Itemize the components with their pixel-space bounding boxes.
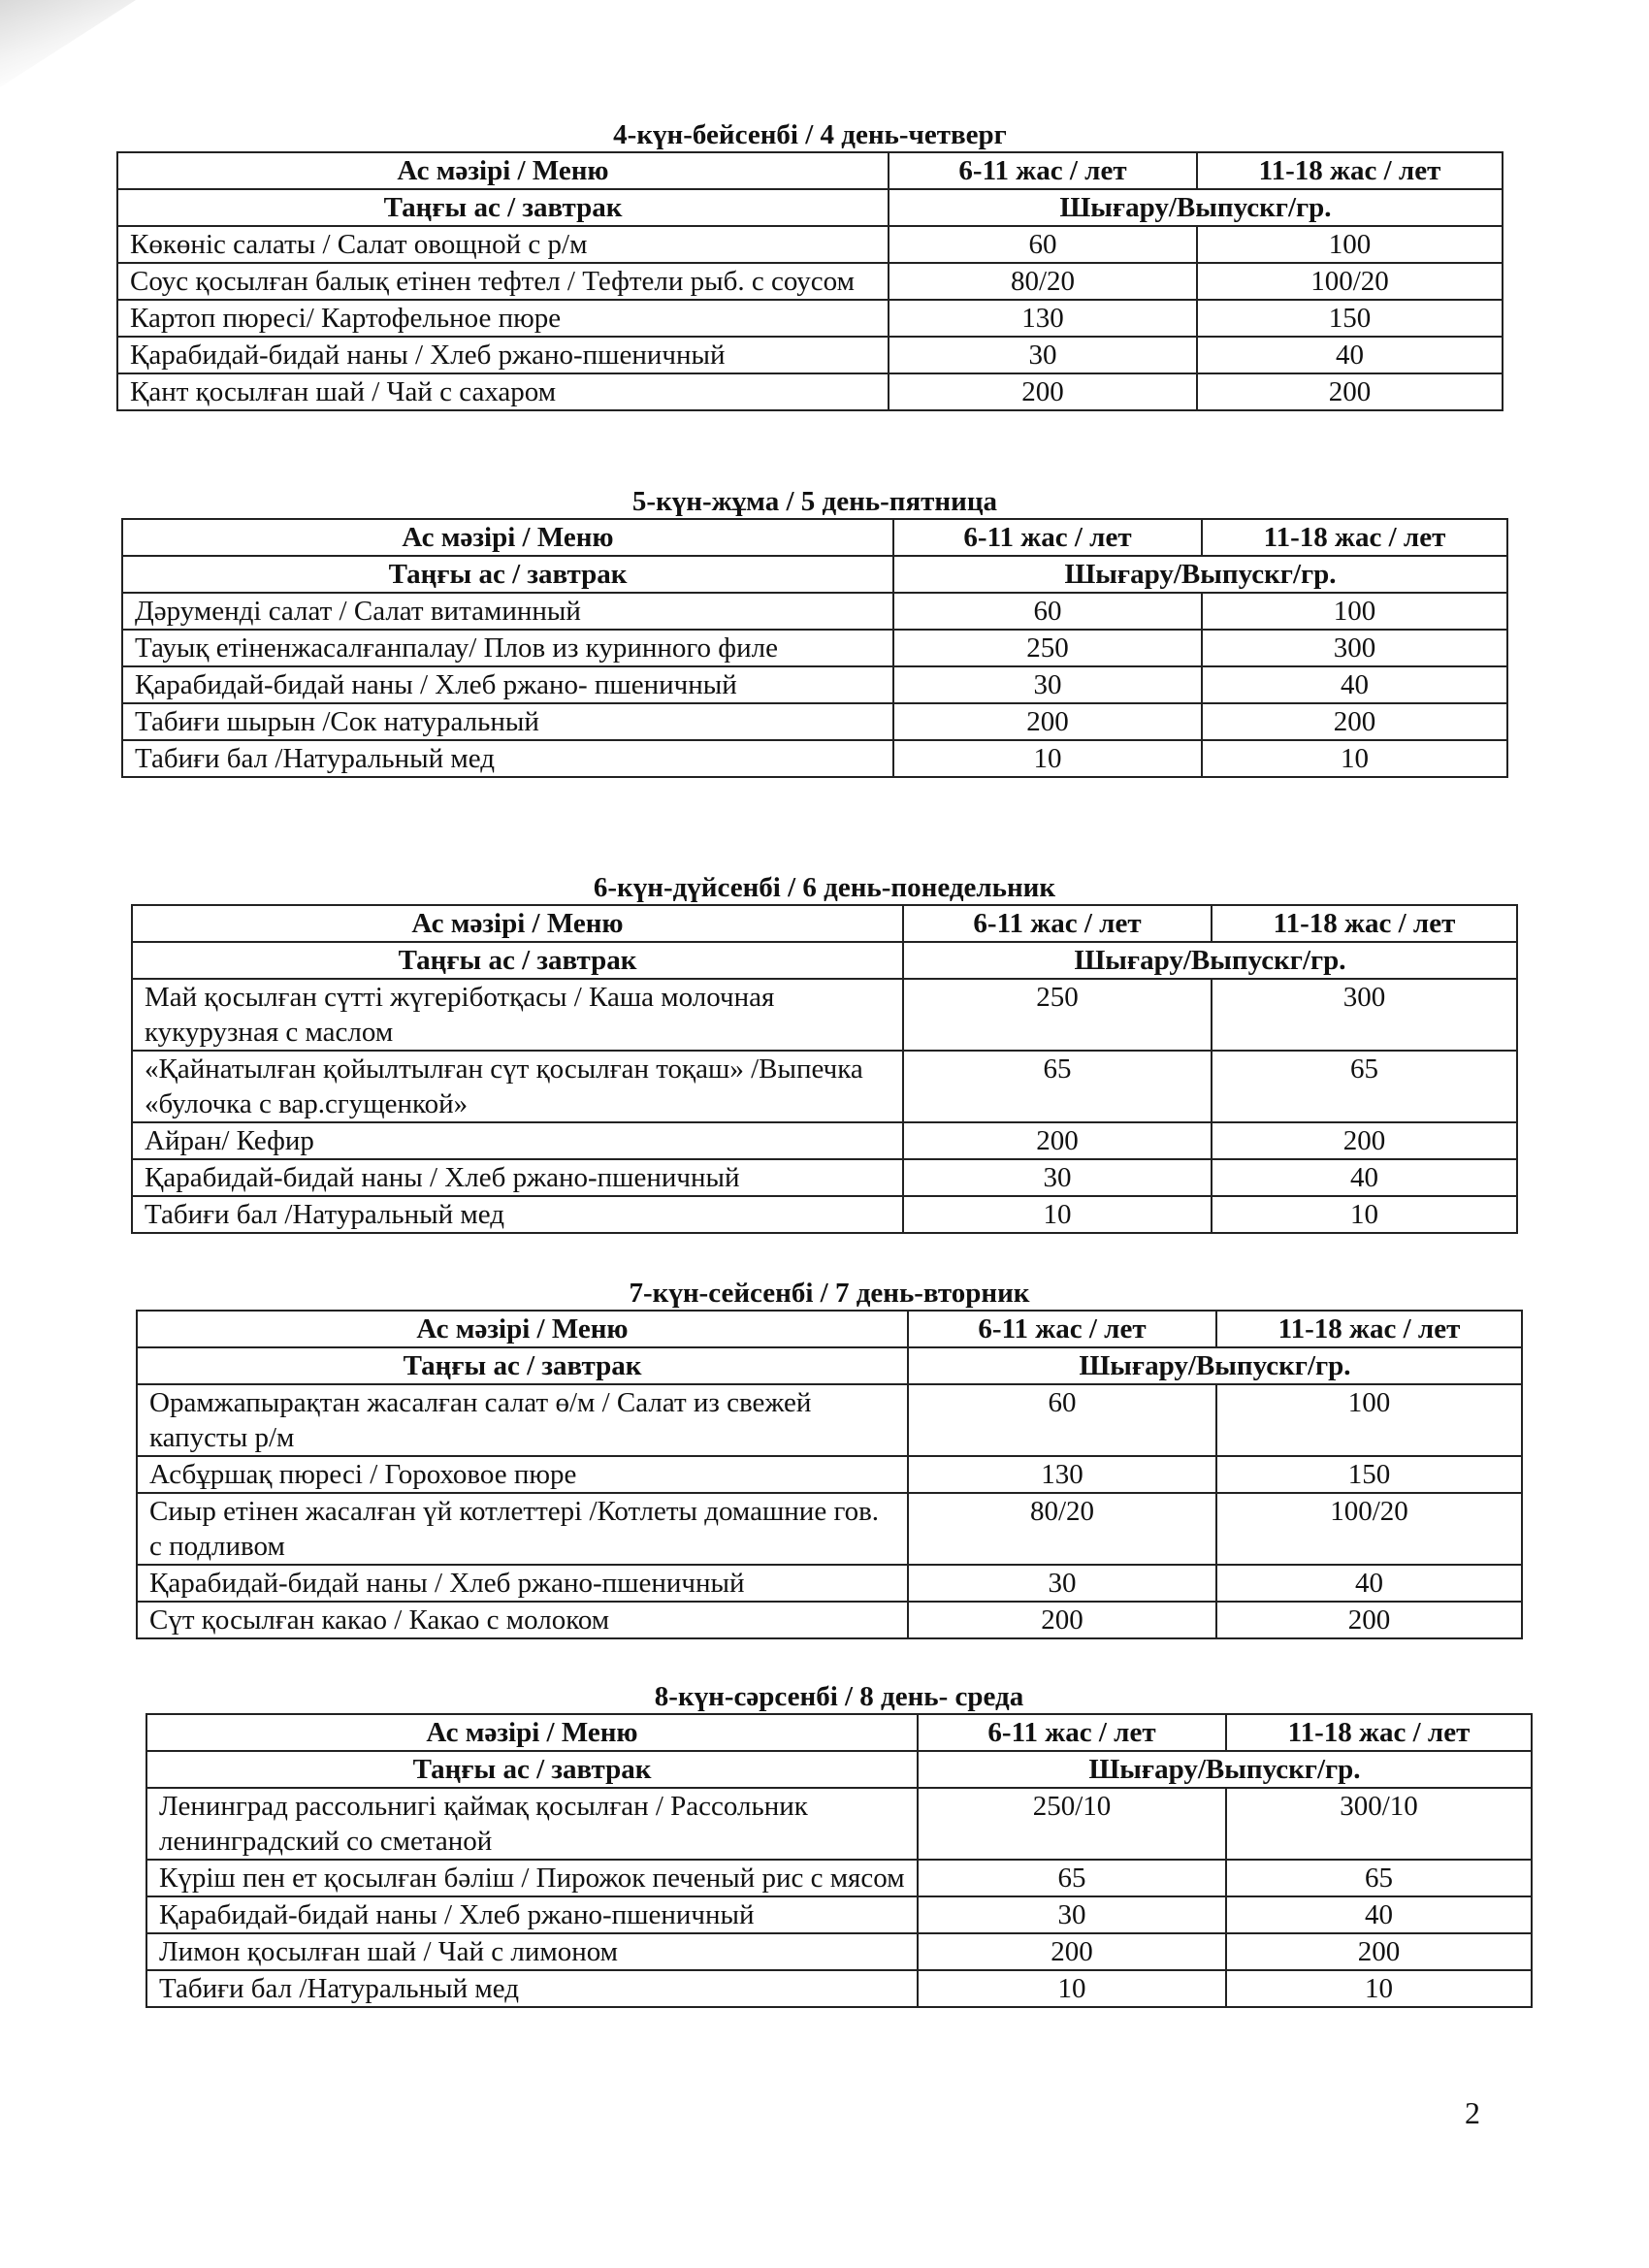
table-row <box>122 703 1507 740</box>
portion-11-18: 300/10 <box>1226 1788 1532 1860</box>
dish-name: Табиғи бал /Натуральный мед <box>132 1196 903 1233</box>
portion-11-18: 200 <box>1212 1122 1517 1159</box>
table-row <box>117 226 1503 263</box>
portion-6-11: 130 <box>908 1456 1216 1493</box>
portion-11-18: 40 <box>1197 337 1503 373</box>
table-header-row <box>132 905 1517 942</box>
portion-6-11: 80/20 <box>889 263 1197 300</box>
table-row <box>122 740 1507 777</box>
portion-6-11: 10 <box>903 1196 1212 1233</box>
dish-name: Қарабидай-бидай наны / Хлеб ржано-пшеничный <box>117 337 889 373</box>
table-row <box>137 1384 1522 1456</box>
day-title: 7-күн-сейсенбі / 7 день-вторник <box>629 1278 1030 1309</box>
table-subheader-row <box>117 189 1503 226</box>
portion-6-11: 65 <box>918 1860 1226 1896</box>
table-row <box>146 1788 1532 1860</box>
output-header: Шығару/Выпускг/гр. <box>918 1751 1532 1788</box>
day-section-7 <box>136 1277 1523 1639</box>
output-header: Шығару/Выпускг/гр. <box>893 556 1507 593</box>
portion-11-18: 150 <box>1197 300 1503 337</box>
dish-name: Соус қосылған балық етінен тефтел / Тефтели рыб. с соусом <box>117 263 889 300</box>
menu-table <box>116 151 1504 411</box>
table-row <box>137 1565 1522 1602</box>
portion-11-18: 200 <box>1197 373 1503 410</box>
portion-6-11: 250 <box>893 630 1202 666</box>
dish-name: Ленинград рассольнигі қаймақ қосылған / Рассольник ленинградский со сметаной <box>146 1788 918 1860</box>
dish-name: Табиғи бал /Натуральный мед <box>146 1970 918 2007</box>
portion-6-11: 80/20 <box>908 1493 1216 1565</box>
portion-11-18: 200 <box>1226 1933 1532 1970</box>
portion-11-18: 10 <box>1212 1196 1517 1233</box>
portion-11-18: 300 <box>1202 630 1507 666</box>
dish-name: Асбұршақ пюресі / Гороховое пюре <box>137 1456 908 1493</box>
dish-name: Лимон қосылған шай / Чай с лимоном <box>146 1933 918 1970</box>
portion-6-11: 130 <box>889 300 1197 337</box>
page-number: 2 <box>1465 2095 1480 2130</box>
portion-6-11: 10 <box>893 740 1202 777</box>
menu-column-header: Ас мәзірі / Меню <box>122 519 893 556</box>
dish-name: Күріш пен ет қосылған бәліш / Пирожок печеный рис с мясом <box>146 1860 918 1896</box>
portion-6-11: 10 <box>918 1970 1226 2007</box>
table-row <box>137 1602 1522 1638</box>
age-11-18-header: 11-18 жас / лет <box>1212 905 1517 942</box>
day-section-5 <box>121 485 1508 778</box>
day-title: 8-күн-сәрсенбі / 8 день- среда <box>654 1681 1024 1712</box>
output-header: Шығару/Выпускг/гр. <box>908 1347 1522 1384</box>
dish-name: Қарабидай-бидай наны / Хлеб ржано-пшеничный <box>137 1565 908 1602</box>
age-6-11-header: 6-11 жас / лет <box>918 1714 1226 1751</box>
portion-6-11: 200 <box>908 1602 1216 1638</box>
portion-11-18: 100 <box>1202 593 1507 630</box>
dish-name: Орамжапырақтан жасалған салат ө/м / Салат из свежей капусты р/м <box>137 1384 908 1456</box>
portion-11-18: 200 <box>1216 1602 1522 1638</box>
age-6-11-header: 6-11 жас / лет <box>889 152 1197 189</box>
output-header: Шығару/Выпускг/гр. <box>889 189 1503 226</box>
age-11-18-header: 11-18 жас / лет <box>1226 1714 1532 1751</box>
dish-name: Қарабидай-бидай наны / Хлеб ржано-пшеничный <box>132 1159 903 1196</box>
table-header-row <box>122 519 1507 556</box>
age-11-18-header: 11-18 жас / лет <box>1216 1311 1522 1347</box>
table-header-row <box>137 1311 1522 1347</box>
portion-6-11: 200 <box>889 373 1197 410</box>
table-subheader-row <box>137 1347 1522 1384</box>
portion-6-11: 60 <box>908 1384 1216 1456</box>
portion-11-18: 40 <box>1202 666 1507 703</box>
meal-header: Таңғы ас / завтрак <box>137 1347 908 1384</box>
portion-11-18: 40 <box>1226 1896 1532 1933</box>
meal-header: Таңғы ас / завтрак <box>122 556 893 593</box>
table-row <box>117 373 1503 410</box>
meal-header: Таңғы ас / завтрак <box>117 189 889 226</box>
dish-name: Қарабидай-бидай наны / Хлеб ржано-пшеничный <box>146 1896 918 1933</box>
menu-column-header: Ас мәзірі / Меню <box>137 1311 908 1347</box>
portion-11-18: 65 <box>1212 1051 1517 1122</box>
menu-column-header: Ас мәзірі / Меню <box>117 152 889 189</box>
portion-11-18: 100 <box>1216 1384 1522 1456</box>
portion-6-11: 30 <box>908 1565 1216 1602</box>
output-header: Шығару/Выпускг/гр. <box>903 942 1517 979</box>
dish-name: Айран/ Кефир <box>132 1122 903 1159</box>
portion-11-18: 10 <box>1226 1970 1532 2007</box>
meal-header: Таңғы ас / завтрак <box>146 1751 918 1788</box>
age-11-18-header: 11-18 жас / лет <box>1202 519 1507 556</box>
table-subheader-row <box>132 942 1517 979</box>
portion-6-11: 30 <box>893 666 1202 703</box>
portion-6-11: 200 <box>903 1122 1212 1159</box>
portion-6-11: 30 <box>889 337 1197 373</box>
menu-table <box>136 1310 1523 1639</box>
table-row <box>132 1196 1517 1233</box>
menu-column-header: Ас мәзірі / Меню <box>132 905 903 942</box>
age-6-11-header: 6-11 жас / лет <box>908 1311 1216 1347</box>
portion-6-11: 60 <box>893 593 1202 630</box>
portion-11-18: 100/20 <box>1216 1493 1522 1565</box>
age-6-11-header: 6-11 жас / лет <box>903 905 1212 942</box>
dish-name: Сиыр етінен жасалған үй котлеттері /Котлеты домашние гов. с подливом <box>137 1493 908 1565</box>
dish-name: Табиғи шырын /Сок натуральный <box>122 703 893 740</box>
table-row <box>132 1051 1517 1122</box>
age-6-11-header: 6-11 жас / лет <box>893 519 1202 556</box>
table-row <box>132 979 1517 1051</box>
day-title: 4-күн-бейсенбі / 4 день-четверг <box>613 119 1007 150</box>
table-row <box>117 263 1503 300</box>
table-row <box>117 300 1503 337</box>
page-fold-shadow <box>0 0 136 87</box>
table-row <box>122 593 1507 630</box>
dish-name: Май қосылған сүтті жүгеріботқасы / Каша молочная кукурузная с маслом <box>132 979 903 1051</box>
dish-name: Қант қосылған шай / Чай с сахаром <box>117 373 889 410</box>
age-11-18-header: 11-18 жас / лет <box>1197 152 1503 189</box>
portion-11-18: 100 <box>1197 226 1503 263</box>
table-row <box>122 630 1507 666</box>
table-subheader-row <box>146 1751 1532 1788</box>
portion-6-11: 65 <box>903 1051 1212 1122</box>
dish-name: Дәруменді салат / Салат витаминный <box>122 593 893 630</box>
portion-11-18: 300 <box>1212 979 1517 1051</box>
table-row <box>132 1159 1517 1196</box>
dish-name: Табиғи бал /Натуральный мед <box>122 740 893 777</box>
table-row <box>117 337 1503 373</box>
dish-name: Сүт қосылған какао / Какао с молоком <box>137 1602 908 1638</box>
portion-6-11: 250/10 <box>918 1788 1226 1860</box>
portion-6-11: 250 <box>903 979 1212 1051</box>
table-row <box>146 1970 1532 2007</box>
dish-name: «Қайнатылған қойылтылған сүт қосылған тоқаш» /Выпечка «булочка с вар.сгущенкой» <box>132 1051 903 1122</box>
portion-6-11: 200 <box>893 703 1202 740</box>
portion-11-18: 200 <box>1202 703 1507 740</box>
table-row <box>122 666 1507 703</box>
day-title: 6-күн-дүйсенбі / 6 день-понедельник <box>593 872 1056 903</box>
table-header-row <box>117 152 1503 189</box>
table-row <box>132 1122 1517 1159</box>
table-row <box>146 1896 1532 1933</box>
day-title: 5-күн-жұма / 5 день-пятница <box>631 486 998 517</box>
portion-11-18: 65 <box>1226 1860 1532 1896</box>
day-section-4 <box>116 118 1504 411</box>
portion-11-18: 40 <box>1216 1565 1522 1602</box>
menu-table <box>146 1713 1533 2008</box>
meal-header: Таңғы ас / завтрак <box>132 942 903 979</box>
menu-column-header: Ас мәзірі / Меню <box>146 1714 918 1751</box>
portion-11-18: 150 <box>1216 1456 1522 1493</box>
portion-6-11: 200 <box>918 1933 1226 1970</box>
menu-table <box>131 904 1518 1234</box>
dish-name: Картоп пюресі/ Картофельное пюре <box>117 300 889 337</box>
portion-11-18: 40 <box>1212 1159 1517 1196</box>
table-subheader-row <box>122 556 1507 593</box>
table-row <box>137 1456 1522 1493</box>
portion-6-11: 30 <box>903 1159 1212 1196</box>
table-row <box>137 1493 1522 1565</box>
portion-6-11: 30 <box>918 1896 1226 1933</box>
dish-name: Тауық етіненжасалғанпалау/ Плов из куринного филе <box>122 630 893 666</box>
day-section-8 <box>146 1680 1533 2008</box>
table-header-row <box>146 1714 1532 1751</box>
table-row <box>146 1860 1532 1896</box>
dish-name: Қарабидай-бидай наны / Хлеб ржано- пшеничный <box>122 666 893 703</box>
portion-6-11: 60 <box>889 226 1197 263</box>
portion-11-18: 10 <box>1202 740 1507 777</box>
dish-name: Көкөніс салаты / Салат овощной с р/м <box>117 226 889 263</box>
portion-11-18: 100/20 <box>1197 263 1503 300</box>
day-section-6 <box>131 871 1518 1234</box>
menu-table <box>121 518 1508 778</box>
table-row <box>146 1933 1532 1970</box>
